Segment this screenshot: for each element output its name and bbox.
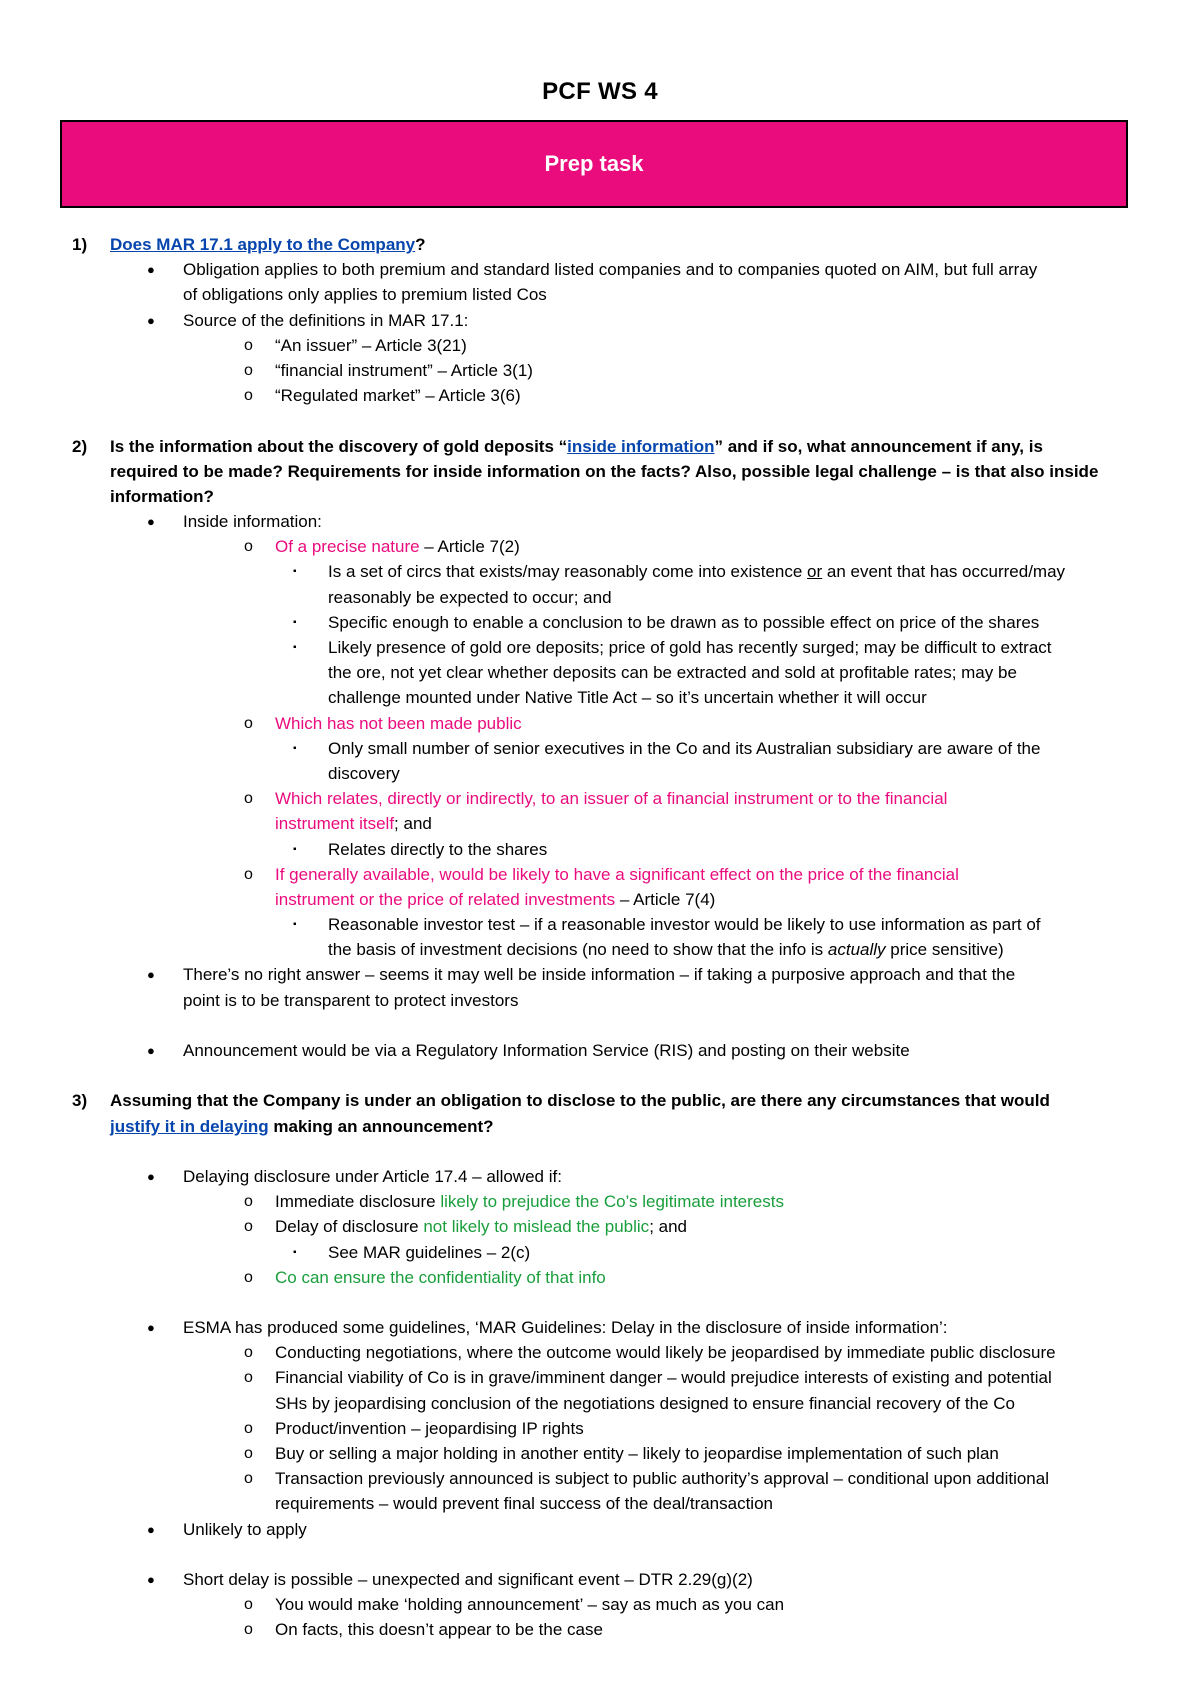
inside-information-link[interactable]: inside information xyxy=(567,436,715,456)
question-1 xyxy=(0,232,1200,257)
item-text: discovery xyxy=(328,763,400,783)
circle-bullet-icon: o xyxy=(244,387,253,405)
item-text: Only small number of senior executives in the Co and its Australian subsidiary are aware of the xyxy=(328,738,1041,758)
sub-sub-list-item xyxy=(0,635,1200,660)
item-text: the ore, not yet clear whether deposits can be extracted and sold at profitable rates; may be xyxy=(328,663,1017,683)
bullet-icon: ● xyxy=(147,1168,155,1184)
question-text: ” and if so, what announcement if any, is xyxy=(714,436,1043,456)
square-bullet-icon: ▪ xyxy=(293,843,297,855)
circle-bullet-icon: o xyxy=(244,865,253,883)
circle-bullet-icon: o xyxy=(244,336,253,354)
mar-17-1-link[interactable]: Does MAR 17.1 apply to the Company xyxy=(110,235,416,254)
highlight-text: Of a precise nature xyxy=(275,537,420,557)
list-item xyxy=(0,509,1200,534)
item-text: of obligations only applies to premium listed Cos xyxy=(183,285,547,305)
list-item-continued xyxy=(0,937,1200,962)
item-text: There’s no right answer – seems it may well be inside information – if taking a purposive approach and that the xyxy=(183,965,1016,985)
sub-list-item xyxy=(0,1592,1200,1617)
list-item-continued xyxy=(0,585,1200,610)
item-text: Reasonable investor test – if a reasonable investor would be likely to use information as part of xyxy=(328,915,1041,935)
item-text: challenge mounted under Native Title Act – so it’s uncertain whether it will occur xyxy=(328,688,927,708)
question-3 xyxy=(0,1088,1200,1113)
list-item xyxy=(0,308,1200,333)
item-text: Delaying disclosure under Article 17.4 – allowed if: xyxy=(183,1166,562,1186)
sub-list-item xyxy=(0,1214,1200,1239)
banner-label: Prep task xyxy=(544,151,644,176)
item-text: Conducting negotiations, where the outcome would likely be jeopardised by immediate public disclosure xyxy=(275,1343,1056,1363)
question-2 xyxy=(0,434,1200,459)
sub-list-item xyxy=(0,333,1200,358)
bullet-icon: ● xyxy=(147,1571,155,1587)
circle-bullet-icon: o xyxy=(244,1419,253,1437)
item-text: Product/invention – jeopardising IP rights xyxy=(275,1418,584,1438)
sub-list-item xyxy=(0,1189,1200,1214)
list-item xyxy=(0,1164,1200,1189)
circle-bullet-icon: o xyxy=(244,1193,253,1211)
item-text: Delay of disclosure xyxy=(275,1217,424,1237)
item-text: Unlikely to apply xyxy=(183,1519,307,1539)
item-text: Buy or selling a major holding in another entity – likely to jeopardise implementation of such plan xyxy=(275,1444,999,1463)
item-text: Obligation applies to both premium and standard listed companies and to companies quoted on AIM, but full array xyxy=(183,260,1038,280)
sub-list-item xyxy=(0,1365,1200,1390)
list-item-continued xyxy=(0,282,1200,307)
sub-sub-list-item xyxy=(0,1240,1200,1265)
page-title: PCF WS 4 xyxy=(542,78,658,105)
highlight-text: likely to prejudice the Co’s legitimate interests xyxy=(440,1192,784,1212)
highlight-text: If generally available, would be likely to have a significant effect on the price of the financial xyxy=(275,864,959,884)
item-text: ESMA has produced some guidelines, ‘MAR Guidelines: Delay in the disclosure of inside information’: xyxy=(183,1318,948,1338)
sub-list-item xyxy=(0,862,1200,887)
item-text: On facts, this doesn’t appear to be the case xyxy=(275,1620,603,1640)
sub-sub-list-item xyxy=(0,912,1200,937)
sub-list-item xyxy=(0,358,1200,383)
sub-list-item xyxy=(0,1466,1200,1491)
list-item-continued xyxy=(0,1491,1200,1516)
item-text: ; and xyxy=(649,1217,687,1237)
bullet-icon: ● xyxy=(147,1320,155,1336)
item-text: – Article 7(4) xyxy=(615,889,716,909)
item-text: “financial instrument” – Article 3(1) xyxy=(275,360,533,380)
item-text: “Regulated market” – Article 3(6) xyxy=(275,386,521,406)
question-text: information? xyxy=(110,486,214,506)
list-item-continued xyxy=(0,761,1200,786)
sub-list-item xyxy=(0,534,1200,559)
question-number: 2) xyxy=(72,436,88,456)
sub-sub-list-item xyxy=(0,837,1200,862)
highlight-text: Which has not been made public xyxy=(275,713,522,733)
sub-sub-list-item xyxy=(0,736,1200,761)
circle-bullet-icon: o xyxy=(244,1218,253,1236)
sub-list-item xyxy=(0,1617,1200,1642)
sub-list-item xyxy=(0,1265,1200,1290)
question-text: required to be made? Requirements for inside information on the facts? Also, possible legal challenge – is that also inside xyxy=(110,461,1099,481)
circle-bullet-icon: o xyxy=(244,790,253,808)
circle-bullet-icon: o xyxy=(244,714,253,732)
highlight-text: Co can ensure the confidentiality of that info xyxy=(275,1267,606,1287)
circle-bullet-icon: o xyxy=(244,361,253,379)
justify-delay-link[interactable]: justify it in delaying xyxy=(110,1116,269,1136)
item-text: Is a set of circs that exists/may reasonably come into existence xyxy=(328,562,808,582)
circle-bullet-icon: o xyxy=(244,1470,253,1488)
bullet-icon: ● xyxy=(147,967,155,983)
list-item-continued xyxy=(0,660,1200,685)
list-item-continued xyxy=(0,685,1200,710)
square-bullet-icon: ▪ xyxy=(293,742,297,754)
square-bullet-icon: ▪ xyxy=(293,1246,297,1258)
bullet-icon: ● xyxy=(147,312,155,328)
item-text: reasonably be expected to occur; and xyxy=(328,587,612,607)
item-text: SHs by jeopardising conclusion of the negotiations designed to ensure financial recovery of the Co xyxy=(275,1393,1015,1413)
highlight-text: not likely to mislead the public xyxy=(423,1217,650,1237)
sub-sub-list-item xyxy=(0,559,1200,584)
list-item xyxy=(0,962,1200,987)
item-text: “An issuer” – Article 3(21) xyxy=(275,335,467,355)
circle-bullet-icon: o xyxy=(244,1369,253,1387)
sub-list-item xyxy=(0,786,1200,811)
square-bullet-icon: ▪ xyxy=(293,642,297,653)
question-text: Is the information about the discovery of gold deposits “ xyxy=(110,436,568,456)
item-text: Source of the definitions in MAR 17.1: xyxy=(183,310,469,330)
sub-sub-list-item xyxy=(0,610,1200,635)
list-item xyxy=(0,1038,1200,1063)
item-text: Announcement would be via a Regulatory Information Service (RIS) and posting on their website xyxy=(183,1041,910,1060)
square-bullet-icon: ▪ xyxy=(293,919,297,931)
item-text: requirements – would prevent final success of the deal/transaction xyxy=(275,1494,773,1514)
item-text: point is to be transparent to protect investors xyxy=(183,990,519,1010)
bullet-icon: ● xyxy=(147,514,155,530)
item-text: Transaction previously announced is subject to public authority’s approval – conditional upon additional xyxy=(275,1469,1049,1489)
item-text: Likely presence of gold ore deposits; price of gold has recently surged; may be difficult to extract xyxy=(328,638,1052,657)
question-number: 3) xyxy=(72,1091,88,1111)
item-text: Short delay is possible – unexpected and significant event – DTR 2.29(g)(2) xyxy=(183,1569,753,1589)
document-body xyxy=(0,232,1200,1643)
item-text: Relates directly to the shares xyxy=(328,839,548,859)
item-text: Specific enough to enable a conclusion to be drawn as to possible effect on price of the shares xyxy=(328,612,1040,632)
circle-bullet-icon: o xyxy=(244,1268,253,1286)
list-item-continued xyxy=(0,887,1200,912)
circle-bullet-icon: o xyxy=(244,1621,253,1639)
item-text: the basis of investment decisions (no need to show that the info is xyxy=(328,940,828,960)
item-text: ; and xyxy=(394,814,432,834)
list-item xyxy=(0,1567,1200,1592)
question-text: making an announcement? xyxy=(268,1116,494,1136)
sub-list-item xyxy=(0,1441,1200,1466)
list-item-continued xyxy=(0,988,1200,1013)
circle-bullet-icon: o xyxy=(244,1344,253,1362)
item-text: – Article 7(2) xyxy=(419,537,520,557)
list-item xyxy=(0,1315,1200,1340)
list-item-continued xyxy=(0,1391,1200,1416)
square-bullet-icon: ▪ xyxy=(293,566,297,578)
list-item xyxy=(0,257,1200,282)
sub-list-item xyxy=(0,1416,1200,1441)
item-text: You would make ‘holding announcement’ – say as much as you can xyxy=(275,1595,785,1615)
question-continued xyxy=(0,1114,1200,1139)
item-text: Inside information: xyxy=(183,512,322,532)
highlight-text: instrument or the price of related investments xyxy=(275,889,616,909)
list-item-continued xyxy=(0,811,1200,836)
square-bullet-icon: ▪ xyxy=(293,616,297,628)
item-text: price sensitive) xyxy=(885,940,1004,960)
highlight-text: Which relates, directly or indirectly, to an issuer of a financial instrument or to the financial xyxy=(275,789,948,809)
prep-task-banner xyxy=(60,120,1128,208)
underlined-text: or xyxy=(807,562,823,582)
sub-list-item xyxy=(0,711,1200,736)
question-continued xyxy=(0,484,1200,509)
sub-list-item xyxy=(0,1340,1200,1365)
question-punct: ? xyxy=(415,235,426,254)
sub-list-item xyxy=(0,383,1200,408)
circle-bullet-icon: o xyxy=(244,538,253,556)
circle-bullet-icon: o xyxy=(244,1596,253,1614)
bullet-icon: ● xyxy=(147,1521,155,1537)
question-text: Assuming that the Company is under an obligation to disclose to the public, are there any circumstances that would xyxy=(110,1091,1050,1111)
list-item xyxy=(0,1517,1200,1542)
item-text: Immediate disclosure xyxy=(275,1192,441,1212)
item-text: See MAR guidelines – 2(c) xyxy=(328,1242,531,1262)
highlight-text: instrument itself xyxy=(275,814,395,834)
bullet-icon: ● xyxy=(147,1043,155,1058)
circle-bullet-icon: o xyxy=(244,1445,253,1462)
item-text: an event that has occurred/may xyxy=(822,562,1066,582)
question-continued xyxy=(0,459,1200,484)
item-text: Financial viability of Co is in grave/imminent danger – would prejudice interests of existing and potential xyxy=(275,1368,1052,1388)
bullet-icon: ● xyxy=(147,262,155,278)
italic-text: actually xyxy=(827,940,886,960)
question-number: 1) xyxy=(72,235,88,254)
